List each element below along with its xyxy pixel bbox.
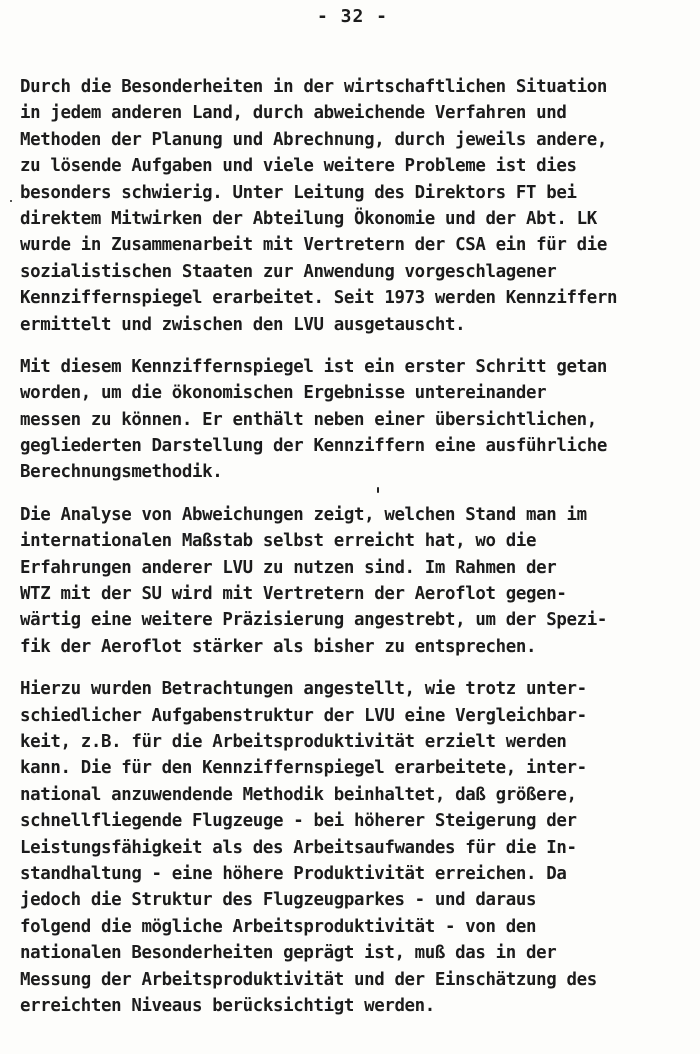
text-line: in jedem anderen Land, durch abweichende Verfahren und [20, 103, 567, 124]
text-line: sozialistischen Staaten zur Anwendung vorgeschlagener [20, 261, 557, 282]
text-line: Hierzu wurden Betrachtungen angestellt, wie trotz unter- [20, 679, 587, 700]
text-line: Berechnungsmethodik. [20, 462, 223, 483]
text-line: Messung der Arbeitsproduktivität und der Einschätzung des [20, 969, 597, 990]
scan-speck [377, 487, 379, 493]
text-line: direktem Mitwirken der Abteilung Ökonomie und der Abt. LK [20, 208, 597, 229]
paragraph-2 [20, 354, 696, 486]
text-line: ermittelt und zwischen den LVU ausgetauscht. [20, 314, 466, 335]
text-line: folgend die mögliche Arbeitsproduktivität - von den [20, 916, 537, 937]
page-number: - 32 - [316, 6, 389, 27]
text-line: Leistungsfähigkeit als des Arbeitsaufwandes für die In- [20, 837, 577, 858]
text-line: kann. Die für den Kennziffernspiegel erarbeitete, inter- [20, 758, 587, 779]
text-line: Die Analyse von Abweichungen zeigt, welchen Stand man im [20, 504, 587, 525]
text-line: zu lösende Aufgaben und viele weitere Probleme ist dies [20, 156, 577, 177]
text-line: wärtig eine weitere Präzisierung angestrebt, um der Spezi- [20, 610, 607, 631]
paragraph-4 [20, 676, 696, 1019]
text-line: nationalen Besonderheiten geprägt ist, muß das in der [20, 943, 557, 964]
text-line: internationalen Maßstab selbst erreicht hat, wo die [20, 531, 537, 552]
text-line: gegliederten Darstellung der Kennziffern eine ausführliche [20, 436, 607, 457]
paragraph-3 [20, 502, 696, 660]
text-line: besonders schwierig. Unter Leitung des Direktors FT bei [20, 182, 577, 203]
text-line: Erfahrungen anderer LVU zu nutzen sind. Im Rahmen der [20, 557, 557, 578]
text-line: Kennziffernspiegel erarbeitet. Seit 1973 werden Kennziffern [20, 288, 618, 309]
text-line: messen zu können. Er enthält neben einer übersichtlichen, [20, 409, 597, 430]
text-line: WTZ mit der SU wird mit Vertretern der Aeroflot gegen- [20, 584, 567, 605]
text-line: keit, z.B. für die Arbeitsproduktivität erzielt werden [20, 731, 567, 752]
text-line: Durch die Besonderheiten in der wirtschaftlichen Situation [20, 77, 607, 97]
scan-speck [10, 200, 12, 202]
text-line: standhaltung - eine höhere Produktivität erreichen. Da [20, 863, 567, 884]
paragraph-1 [20, 74, 696, 338]
text-line: Mit diesem Kennziffernspiegel ist ein erster Schritt getan [20, 356, 607, 377]
text-line: schnellfliegende Flugzeuge - bei höherer Steigerung der [20, 811, 577, 832]
text-line: Methoden der Planung und Abrechnung, durch jeweils andere, [20, 129, 607, 150]
text-line: schiedlicher Aufgabenstruktur der LVU eine Vergleichbar- [20, 705, 587, 726]
text-line: fik der Aeroflot stärker als bisher zu entsprechen. [20, 636, 537, 657]
text-line: wurde in Zusammenarbeit mit Vertretern der CSA ein für die [20, 235, 607, 256]
text-line: jedoch die Struktur des Flugzeugparkes - und daraus [20, 890, 537, 911]
text-line: worden, um die ökonomischen Ergebnisse untereinander [20, 383, 547, 404]
document-body [20, 74, 696, 1035]
text-line: erreichten Niveaus berücksichtigt werden. [20, 995, 435, 1016]
text-line: national anzuwendende Methodik beinhaltet, daß größere, [20, 784, 577, 805]
